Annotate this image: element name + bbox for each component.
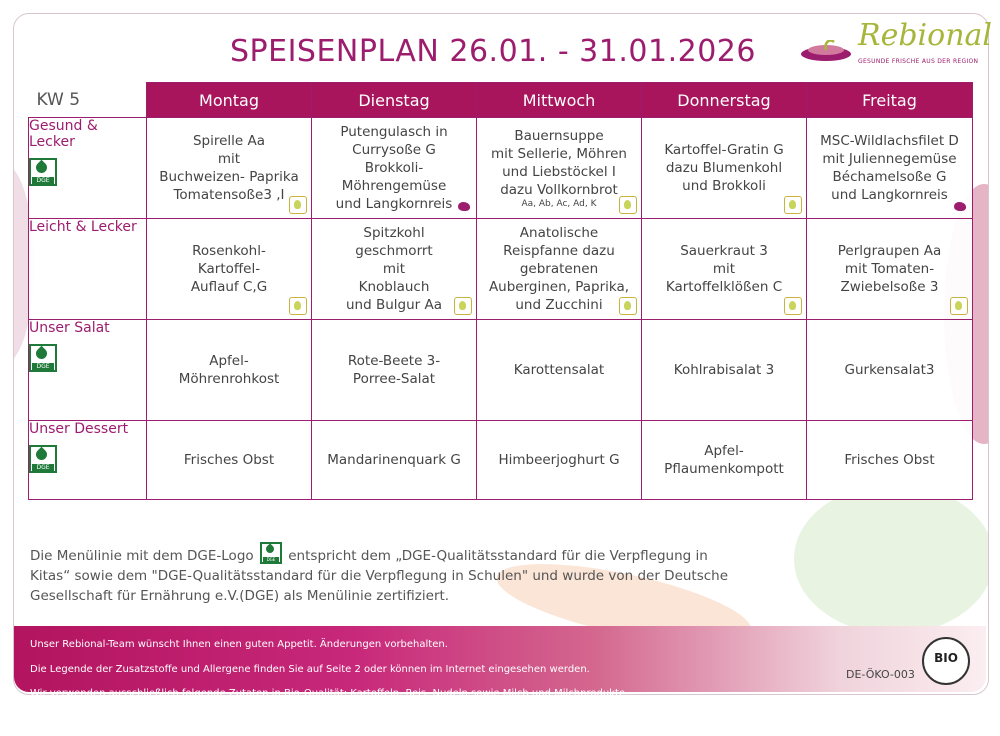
day-header-monday: Montag — [147, 83, 312, 118]
menu-category — [29, 118, 147, 219]
dish-line: Béchamelsoße G — [832, 169, 947, 185]
dish-line: Brokkoli- — [364, 160, 424, 176]
dish-line: dazu Blumenkohl — [665, 160, 783, 176]
vegetarian-icon — [619, 196, 637, 214]
footer-line: Wir verwenden ausschließlich folgende Zutaten in Bio-Qualität: Kartoffeln, Reis, Nudeln sowie Milch und Milchprodukte. — [30, 688, 629, 699]
menu-dish — [477, 118, 642, 219]
dish-line: und Bulgur Aa — [345, 297, 443, 313]
dish-line: Himbeerjoghurt G — [498, 452, 620, 468]
dge-logo-icon: DGE — [29, 344, 57, 372]
dish-line: MSC-Wildlachsfilet D — [820, 133, 959, 149]
vegetarian-icon — [289, 196, 307, 214]
dish-line: mit — [382, 261, 406, 277]
menu-row — [29, 320, 973, 421]
menu-category-label: Unser Salat — [29, 320, 110, 336]
menu-category-label: Gesund & Lecker — [29, 118, 98, 150]
menu-body — [29, 118, 973, 500]
brand-logo — [800, 18, 993, 68]
day-header-wednesday: Mittwoch — [477, 83, 642, 118]
dish-line: Apfel- — [209, 353, 249, 369]
logo-name: Rebional — [858, 18, 993, 53]
dish-line: Kartoffelklößen C — [665, 279, 783, 295]
menu-dish — [807, 421, 973, 500]
dge-info-text-start: Die Menülinie mit dem DGE-Logo — [30, 548, 254, 564]
menu-row — [29, 421, 973, 500]
meat-icon — [456, 198, 472, 214]
dish-line: und Liebstöckel I — [502, 163, 616, 180]
menu-row — [29, 118, 973, 219]
dish-line: Mandarinenquark G — [327, 452, 461, 468]
vegetarian-icon — [454, 297, 472, 315]
dish-line: Anatolische — [519, 225, 599, 241]
dish-line: und Zucchini — [515, 297, 603, 313]
day-header-thursday: Donnerstag — [642, 83, 807, 118]
dish-line: geschmorrt — [355, 243, 433, 259]
week-label: KW 5 — [29, 83, 147, 118]
dish-line: gebratenen — [519, 261, 599, 277]
dish-line: Reispfanne dazu — [503, 243, 615, 259]
dish-line: Porree-Salat — [352, 371, 436, 387]
menu-dish — [807, 219, 973, 320]
dish-line: mit — [712, 261, 736, 277]
dish-line: Rote-Beete 3- — [347, 353, 441, 369]
dish-line: Auflauf C,G — [190, 279, 268, 295]
day-header-tuesday: Dienstag — [312, 83, 477, 118]
footer-line: Unser Rebional-Team wünscht Ihnen einen guten Appetit. Änderungen vorbehalten. — [30, 639, 448, 650]
footer-notes — [30, 628, 750, 736]
menu-category — [29, 421, 147, 500]
dge-info-text-end: entspricht dem „DGE-Qualitätsstandard für die Verpflegung in Kitas“ sowie dem "DGE-Qualitätsstandard für die Verpflegung in Schulen" und wurde von der Deutsche Gesellschaft für Ernährung e.V.(DGE) als Menülinie zertifiziert. — [30, 548, 729, 604]
menu-dish — [147, 118, 312, 219]
dish-line: und Brokkoli — [682, 178, 766, 194]
menu-dish — [477, 320, 642, 421]
menu-dish — [312, 421, 477, 500]
vegetarian-icon — [784, 297, 802, 315]
dish-line: Gurkensalat3 — [844, 362, 935, 378]
dge-logo-icon: DGE — [260, 542, 282, 564]
menu-dish — [642, 219, 807, 320]
dish-line: Buchweizen- Paprika — [159, 169, 299, 185]
vegetarian-icon — [619, 297, 637, 315]
dish-line: Zwiebelsoße 3 — [840, 279, 939, 295]
bio-seal-icon: BIO — [922, 637, 970, 685]
menu-dish — [477, 421, 642, 500]
dge-logo-icon: DGE — [29, 158, 57, 186]
footer-line: Ergänzende Bio-Zutaten oder kurzfristige Änderungen werden tagesaktuell in der Mensa ausgewiesen. — [30, 712, 546, 724]
logo-tagline: GESUNDE FRISCHE AUS DER REGION — [858, 58, 979, 65]
bio-control-code: DE-ÖKO-003 — [846, 668, 915, 681]
dish-line: Frisches Obst — [183, 452, 275, 468]
menu-table — [28, 82, 973, 500]
dish-line: Spirelle Aa — [192, 133, 266, 149]
menu-dish — [147, 320, 312, 421]
vegetarian-icon — [950, 297, 968, 315]
dish-line: Sauerkraut 3 — [680, 243, 768, 259]
dish-line: dazu Vollkornbrot — [500, 181, 618, 198]
dish-line: Möhrengemüse — [341, 178, 447, 194]
dish-line: Kartoffel- — [197, 261, 261, 277]
dge-logo-icon: DGE — [29, 445, 57, 473]
dish-line: Spitzkohl — [363, 225, 425, 241]
decorative-vegetable — [794, 484, 989, 634]
dish-line: Kartoffel-Gratin G — [664, 142, 784, 158]
menu-dish — [642, 118, 807, 219]
dish-line: Pflaumenkompott — [664, 461, 784, 477]
menu-category — [29, 320, 147, 421]
meat-icon — [952, 198, 968, 214]
dish-line: Auberginen, Paprika, — [488, 279, 630, 295]
page-title: SPEISENPLAN 26.01. - 31.01.2026 — [230, 34, 756, 69]
dish-line: Frisches Obst — [844, 452, 935, 468]
vegetarian-icon — [289, 297, 307, 315]
footer-line: Die Legende der Zusatzstoffe und Allergene finden Sie auf Seite 2 oder können im Internet eingesehen werden. — [30, 663, 590, 675]
menu-dish — [147, 219, 312, 320]
dish-line: Kohlrabisalat 3 — [673, 362, 775, 378]
dish-line: mit Tomaten- — [844, 261, 935, 277]
rebional-bowl-icon — [800, 40, 852, 62]
dge-info — [30, 542, 750, 606]
allergen-codes: Aa, Ab, Ac, Ad, K — [521, 198, 597, 209]
menu-category-label: Leicht & Lecker — [29, 219, 137, 235]
menu-category-label: Unser Dessert — [29, 421, 129, 437]
dish-line: Currysoße G — [352, 142, 436, 158]
menu-dish — [807, 320, 973, 421]
menu-dish — [312, 118, 477, 219]
menu-category — [29, 219, 147, 320]
dish-line: mit — [217, 151, 241, 167]
menu-dish — [642, 320, 807, 421]
dish-line: Perlgraupen Aa — [837, 243, 942, 259]
menu-dish — [312, 320, 477, 421]
dish-line: und Langkornreis — [335, 196, 453, 212]
dish-line: Putengulasch in — [340, 124, 448, 140]
menu-dish — [807, 118, 973, 219]
menu-dish — [477, 219, 642, 320]
dish-line: und Langkornreis — [831, 187, 948, 203]
dish-line: Knoblauch — [358, 279, 430, 295]
menu-dish — [642, 421, 807, 500]
dish-line: mit Juliennegemüse — [822, 151, 957, 167]
dish-line: Rosenkohl- — [192, 243, 266, 259]
dish-line: Karottensalat — [513, 362, 605, 378]
dish-line: Apfel- — [704, 443, 744, 459]
vegetarian-icon — [784, 196, 802, 214]
menu-row — [29, 219, 973, 320]
dish-line: Tomatensoße3 ,I — [173, 187, 285, 203]
day-header-friday: Freitag — [807, 83, 973, 118]
menu-dish — [147, 421, 312, 500]
dish-line: Möhrenrohkost — [178, 371, 280, 387]
menu-dish — [312, 219, 477, 320]
dish-line: mit Sellerie, Möhren — [491, 145, 627, 162]
dish-line: Bauernsuppe — [514, 127, 604, 144]
